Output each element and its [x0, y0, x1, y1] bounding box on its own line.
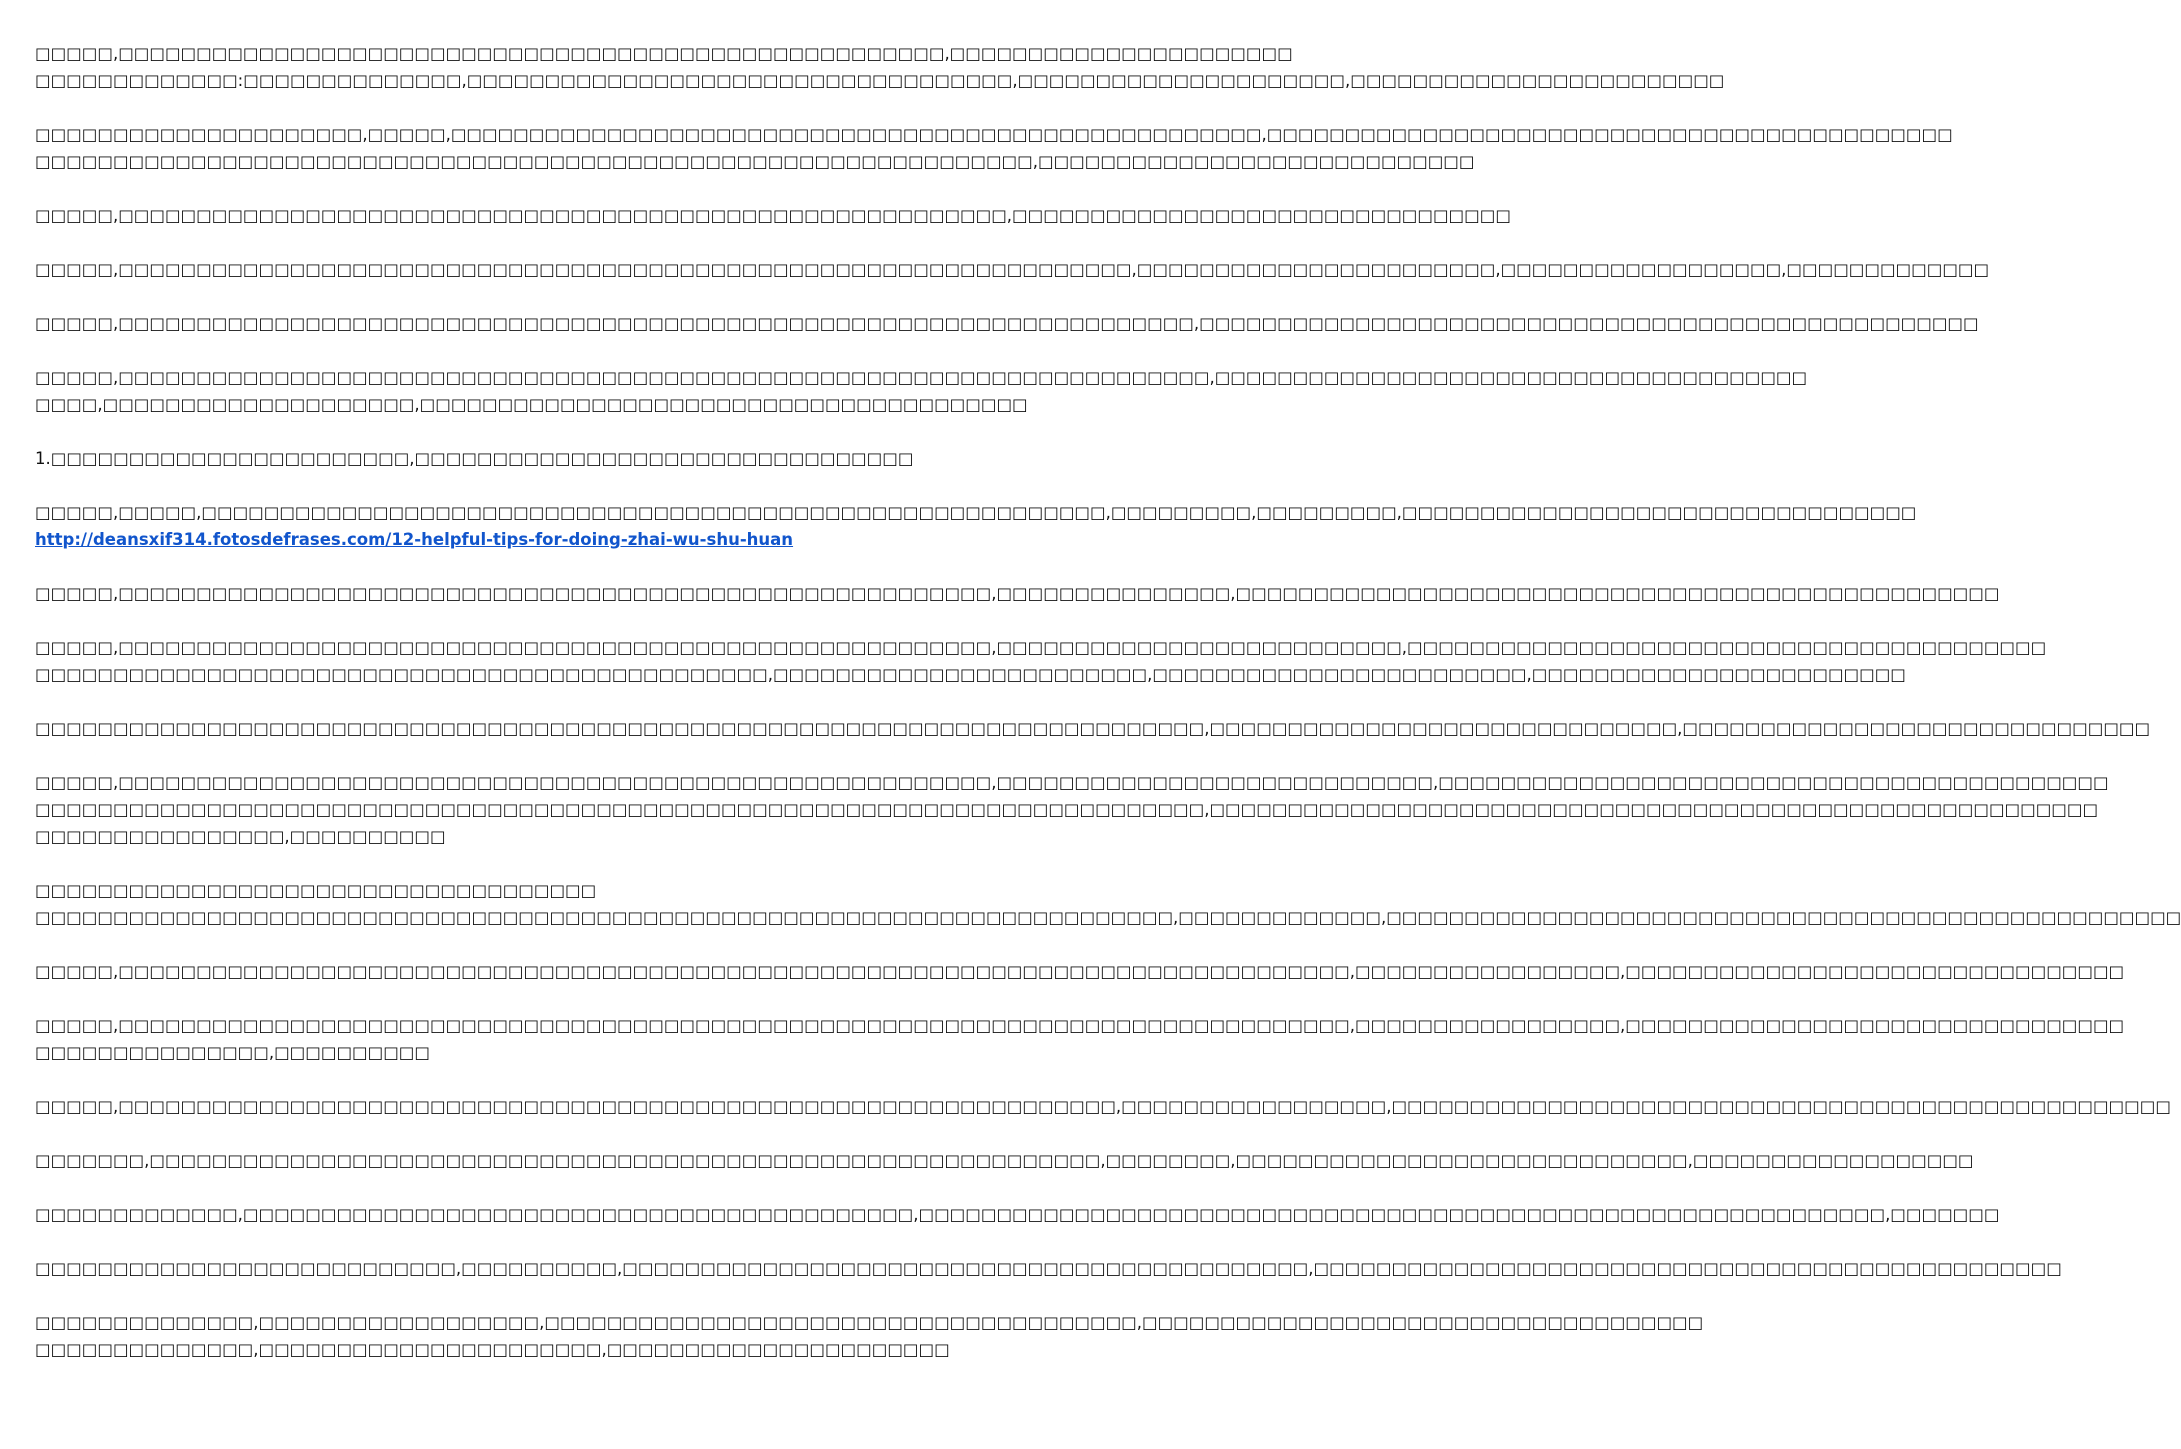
text-line: □□□□□,□□□□□□□□□□□□□□□□□□□□□□□□□□□□□□□□□□□□□□□□□□□□□□□□□□□□□□□□□□□□□□□□□,□□□□□□□□□□□□□□□□□□□□□□□,□□□□□□□□□□□□□□□□□□,□□□□□□□□□□□□□ [35, 260, 1990, 279]
paragraph-16 [35, 1147, 1974, 1174]
document-body [35, 40, 2181, 1390]
paragraph-12 [35, 877, 2181, 931]
paragraph-5 [35, 310, 1979, 337]
text-line: □□□□□,□□□□□□□□□□□□□□□□□□□□□□□□□□□□□□□□□□□□□□□□□□□□□□□□□□□□□□□□□□□□□□□□□□□□□□,□□□□□□□□□□□□□□□□□□□□□□□□□□□□□□□□□□□□□□ [35, 368, 1808, 387]
text-line: □□□□□□□□□□□□□□□□□□□□□□□□□□□□□□□□□□□□□□□□□□□□□□□□□□□□□□□□□□□□□□□□,□□□□□□□□□□□□□□□□□□□□□□□□□□□□ [35, 152, 1475, 171]
paragraph-17 [35, 1201, 2000, 1228]
text-line: □□□□□□□□□□□□□□,□□□□□□□□□□□□□□□□□□,□□□□□□□□□□□□□□□□□□□□□□□□□□□□□□□□□□□□□□,□□□□□□□□□□□□□□□□□□□□□□□□□□□□□□□□□□□□ [35, 1313, 1704, 1332]
paragraph-8 [35, 580, 2000, 607]
text-line: □□□□□□□□□□□□□□□□□□□□□□□□□□□□□□□□□□□□□□□□□□□□□□□□□□□□□□□□□□□□□□□□□□□□□□□□□□□,□□□□□□□□□□□□□□□□□□□□□□□□□□□□□□,□□□□□□□□□□□□□□□□□□□□□□□□□□□□□□ [35, 719, 2151, 738]
text-line: □□□□□,□□□□□□□□□□□□□□□□□□□□□□□□□□□□□□□□□□□□□□□□□□□□□□□□□□□□□□□□,□□□□□□□□□□□□□□□□□□□□□□□□□□,□□□□□□□□□□□□□□□□□□□□□□□□□□□□□□□□□□□□□□□□□ [35, 638, 2047, 657]
text-line: □□□□□,□□□□□□□□□□□□□□□□□□□□□□□□□□□□□□□□□□□□□□□□□□□□□□□□□□□□□□□□□,□□□□□□□□□□□□□□□□□□□□□□□□□□□□□□□□ [35, 206, 1511, 225]
paragraph-with-link [35, 499, 1917, 553]
paragraph-3 [35, 202, 1511, 229]
text-line: □□□□□□□,□□□□□□□□□□□□□□□□□□□□□□□□□□□□□□□□□□□□□□□□□□□□□□□□□□□□□□□□□□□□□,□□□□□□□□,□□□□□□□□□□□□□□□□□□□□□□□□□□□□□,□□□□□□□□□□□□□□□□□□ [35, 1151, 1974, 1170]
paragraph-6 [35, 364, 1808, 418]
text-line: □□□□□,□□□□□□□□□□□□□□□□□□□□□□□□□□□□□□□□□□□□□□□□□□□□□□□□□□□□□□□□,□□□□□□□□□□□□□□□,□□□□□□□□□□□□□□□□□□□□□□□□□□□□□□□□□□□□□□□□□□□□□□□□□ [35, 584, 2000, 603]
text-line: □□□□,□□□□□□□□□□□□□□□□□□□□,□□□□□□□□□□□□□□□□□□□□□□□□□□□□□□□□□□□□□□□ [35, 395, 1028, 414]
text-line: 1.□□□□□□□□□□□□□□□□□□□□□□□,□□□□□□□□□□□□□□□□□□□□□□□□□□□□□□□□ [35, 449, 914, 468]
text-line: □□□□□,□□□□□□□□□□□□□□□□□□□□□□□□□□□□□□□□□□□□□□□□□□□□□□□□□□□□□□□□,□□□□□□□□□□□□□□□□□□□□□□□□□□□□,□□□□□□□□□□□□□□□□□□□□□□□□□□□□□□□□□□□□□□□□□□□ [35, 773, 2109, 792]
paragraph-13 [35, 958, 2125, 985]
paragraph-9 [35, 634, 2047, 688]
text-line: □□□□□□□□□□□□□□□□□□□□□,□□□□□,□□□□□□□□□□□□□□□□□□□□□□□□□□□□□□□□□□□□□□□□□□□□□□□□□□□□,□□□□□□□□□□□□□□□□□□□□□□□□□□□□□□□□□□□□□□□□□□□□ [35, 125, 1953, 144]
paragraph-19 [35, 1309, 1704, 1363]
text-line: □□□□□□□□□□□□□□,□□□□□□□□□□□□□□□□□□□□□□,□□□□□□□□□□□□□□□□□□□□□□ [35, 1340, 950, 1359]
text-line: □□□□□□□□□□□□□□□□□□□□□□□□□□□□□□□□□□□□□□□□□□□□□□□□□□□□□□□□□□□□□□□□□□□□□□□□□,□□□□□□□□□□□□□,□□□□□□□□□□□□□□□□□□□□□□□□□□□□□□□□□□□□□□□□□□□□□□□□□□□ [35, 908, 2181, 927]
paragraph-4 [35, 256, 1990, 283]
paragraph-11 [35, 769, 2109, 850]
text-line: □□□□□,□□□□□□□□□□□□□□□□□□□□□□□□□□□□□□□□□□□□□□□□□□□□□□□□□□□□□,□□□□□□□□□□□□□□□□□□□□□□ [35, 44, 1293, 63]
list-item-1 [35, 445, 990, 472]
text-line: □□□□□□□□□□□□□:□□□□□□□□□□□□□□,□□□□□□□□□□□□□□□□□□□□□□□□□□□□□□□□□□□,□□□□□□□□□□□□□□□□□□□□□,□□□□□□□□□□□□□□□□□□□□□□□□ [35, 71, 1725, 90]
external-link[interactable]: http://deansxif314.fotosdefrases.com/12-helpful-tips-for-doing-zhai-wu-shu-huan [35, 530, 794, 549]
paragraph-15 [35, 1093, 2171, 1120]
text-line: □□□□□,□□□□□□□□□□□□□□□□□□□□□□□□□□□□□□□□□□□□□□□□□□□□□□□□□□□□□□□□□□□□□□□□□□□□□□□□□□□□□□□,□□□□□□□□□□□□□□□□□,□□□□□□□□□□□□□□□□□□□□□□□□□□□□□□□□ [35, 962, 2125, 981]
text-line: □□□□□,□□□□□,□□□□□□□□□□□□□□□□□□□□□□□□□□□□□□□□□□□□□□□□□□□□□□□□□□□□□□□□□□,□□□□□□□□□,□□□□□□□□□,□□□□□□□□□□□□□□□□□□□□□□□□□□□□□□□□□ [35, 503, 1917, 522]
text-line: □□□□□,□□□□□□□□□□□□□□□□□□□□□□□□□□□□□□□□□□□□□□□□□□□□□□□□□□□□□□□□□□□□□□□□,□□□□□□□□□□□□□□□□□,□□□□□□□□□□□□□□□□□□□□□□□□□□□□□□□□□□□□□□□□□□□□□□□□□□ [35, 1097, 2171, 1116]
paragraph-10 [35, 715, 2151, 742]
paragraph-18 [35, 1255, 2062, 1282]
paragraph-14 [35, 1012, 2125, 1066]
text-line: □□□□□□□□□□□□□,□□□□□□□□□□□□□□□□□□□□□□□□□□□□□□□□□□□□□□□□□□□,□□□□□□□□□□□□□□□□□□□□□□□□□□□□□□□□□□□□□□□□□□□□□□□□□□□□□□□□□□□□□□,□□□□□□□ [35, 1205, 2000, 1224]
paragraph-1 [35, 40, 1725, 94]
text-line: □□□□□□□□□□□□□□□□□□□□□□□□□□□□□□□□□□□□□□□□□□□□□□□□□□□□□□□□□□□□□□□□□□□□□□□□□□□,□□□□□□□□□□□□□□□□□□□□□□□□□□□□□□□□□□□□□□□□□□□□□□□□□□□□□□□□□ [35, 800, 2099, 819]
text-line: □□□□□□□□□□□□□□□□,□□□□□□□□□□ [35, 827, 446, 846]
text-line: □□□□□□□□□□□□□□□□□□□□□□□□□□□,□□□□□□□□□□,□□□□□□□□□□□□□□□□□□□□□□□□□□□□□□□□□□□□□□□□□□□□,□□□□□□□□□□□□□□□□□□□□□□□□□□□□□□□□□□□□□□□□□□□□□□□□ [35, 1259, 2062, 1278]
text-line: □□□□□□□□□□□□□□□,□□□□□□□□□□ [35, 1043, 430, 1062]
text-line: □□□□□□□□□□□□□□□□□□□□□□□□□□□□□□□□□□□□□□□□□□□□□□□,□□□□□□□□□□□□□□□□□□□□□□□□,□□□□□□□□□□□□□□□□□□□□□□□□,□□□□□□□□□□□□□□□□□□□□□□□□ [35, 665, 1906, 684]
text-line: □□□□□□□□□□□□□□□□□□□□□□□□□□□□□□□□□□□□ [35, 881, 597, 900]
text-line: □□□□□,□□□□□□□□□□□□□□□□□□□□□□□□□□□□□□□□□□□□□□□□□□□□□□□□□□□□□□□□□□□□□□□□□□□□□□□□□□□□□□□,□□□□□□□□□□□□□□□□□,□□□□□□□□□□□□□□□□□□□□□□□□□□□□□□□□ [35, 1016, 2125, 1035]
paragraph-2 [35, 121, 1953, 175]
text-line: □□□□□,□□□□□□□□□□□□□□□□□□□□□□□□□□□□□□□□□□□□□□□□□□□□□□□□□□□□□□□□□□□□□□□□□□□□□,□□□□□□□□□□□□□□□□□□□□□□□□□□□□□□□□□□□□□□□□□□□□□□□□□□ [35, 314, 1979, 333]
